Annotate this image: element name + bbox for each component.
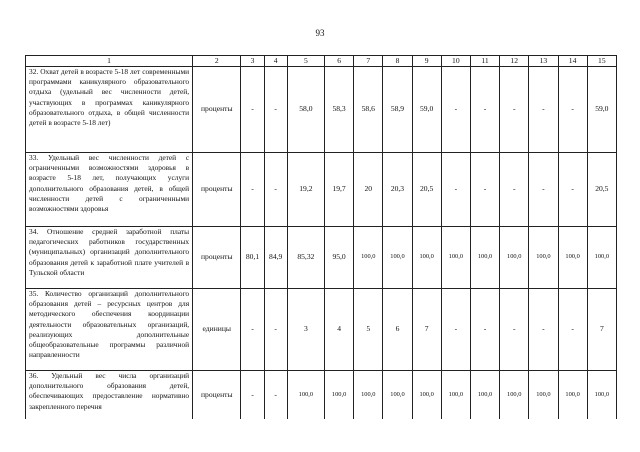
value-cell: - (470, 67, 499, 153)
unit-cell: проценты (193, 371, 241, 419)
value-cell: - (500, 153, 529, 227)
value-cell: 100,0 (325, 371, 354, 419)
value-cell: 6 (383, 289, 412, 371)
value-cell: 100,0 (529, 371, 558, 419)
table-row (26, 289, 617, 371)
column-header: 10 (441, 56, 470, 67)
value-cell: 58,0 (287, 67, 324, 153)
value-cell: - (500, 67, 529, 153)
value-cell: 100,0 (441, 227, 470, 289)
value-cell: 20,3 (383, 153, 412, 227)
column-header: 5 (287, 56, 324, 67)
value-cell: - (529, 153, 558, 227)
value-cell: - (264, 371, 287, 419)
value-cell: 100,0 (383, 227, 412, 289)
column-header: 3 (241, 56, 264, 67)
value-cell: 59,0 (412, 67, 441, 153)
column-header: 14 (558, 56, 587, 67)
indicator-description: 33. Удельный вес численности детей с ограниченными возможностями здоровья в возрасте 5-18 лет, получающих услуги дополнительного образования детей, в общей численности детей с ограниченными возможностями здоровья (26, 153, 193, 227)
unit-cell: проценты (193, 227, 241, 289)
value-cell: 58,3 (325, 67, 354, 153)
value-cell: 100,0 (412, 227, 441, 289)
value-cell: 100,0 (558, 227, 587, 289)
value-cell: 100,0 (287, 371, 324, 419)
unit-cell: проценты (193, 67, 241, 153)
value-cell: - (558, 153, 587, 227)
column-header: 1 (26, 56, 193, 67)
value-cell: - (470, 153, 499, 227)
header-row (26, 56, 617, 67)
table-row (26, 371, 617, 419)
column-header: 2 (193, 56, 241, 67)
table-row (26, 227, 617, 289)
table-row (26, 153, 617, 227)
value-cell: - (500, 289, 529, 371)
indicator-description: 36. Удельный вес числа организаций дополнительного образования детей, обеспечивающих предоставление нормативно закрепленного перечня (26, 371, 193, 419)
column-header: 13 (529, 56, 558, 67)
value-cell: 100,0 (470, 371, 499, 419)
value-cell: - (441, 289, 470, 371)
value-cell: 80,1 (241, 227, 264, 289)
value-cell: 3 (287, 289, 324, 371)
value-cell: 100,0 (441, 371, 470, 419)
value-cell: - (558, 67, 587, 153)
value-cell: 20,5 (587, 153, 616, 227)
value-cell: 100,0 (500, 227, 529, 289)
column-header: 4 (264, 56, 287, 67)
value-cell: - (241, 67, 264, 153)
value-cell: 100,0 (587, 371, 616, 419)
value-cell: - (241, 371, 264, 419)
value-cell: - (241, 289, 264, 371)
value-cell: 20,5 (412, 153, 441, 227)
value-cell: 100,0 (587, 227, 616, 289)
value-cell: 58,9 (383, 67, 412, 153)
value-cell: 100,0 (558, 371, 587, 419)
value-cell: - (529, 67, 558, 153)
value-cell: 20 (354, 153, 383, 227)
value-cell: - (558, 289, 587, 371)
value-cell: - (529, 289, 558, 371)
value-cell: 100,0 (529, 227, 558, 289)
column-header: 12 (500, 56, 529, 67)
value-cell: - (264, 289, 287, 371)
indicator-description: 35. Количество организаций дополнительного образования детей – ресурсных центров для методического обеспечения координации деятельности образовательных организаций, реализующих дополнительные общеобразовательные программы различной направленности (26, 289, 193, 371)
unit-cell: единицы (193, 289, 241, 371)
value-cell: 100,0 (354, 227, 383, 289)
column-header: 6 (325, 56, 354, 67)
indicators-table (25, 55, 617, 419)
value-cell: 58,6 (354, 67, 383, 153)
column-header: 8 (383, 56, 412, 67)
value-cell: - (441, 153, 470, 227)
column-header: 11 (470, 56, 499, 67)
value-cell: - (470, 289, 499, 371)
value-cell: 84,9 (264, 227, 287, 289)
value-cell: 100,0 (354, 371, 383, 419)
value-cell: - (264, 67, 287, 153)
value-cell: 100,0 (500, 371, 529, 419)
value-cell: 4 (325, 289, 354, 371)
value-cell: 100,0 (383, 371, 412, 419)
value-cell: 7 (412, 289, 441, 371)
value-cell: 19,2 (287, 153, 324, 227)
column-header: 15 (587, 56, 616, 67)
value-cell: 85,32 (287, 227, 324, 289)
column-header: 7 (354, 56, 383, 67)
table-row (26, 67, 617, 153)
value-cell: - (264, 153, 287, 227)
column-header: 9 (412, 56, 441, 67)
page-number: 93 (315, 28, 325, 38)
value-cell: 7 (587, 289, 616, 371)
value-cell: 100,0 (412, 371, 441, 419)
value-cell: - (441, 67, 470, 153)
value-cell: 100,0 (470, 227, 499, 289)
indicator-description: 32. Охват детей в возрасте 5-18 лет современными программами каникулярного образовательного отдыха (удельный вес численности детей, участвующих в программах каникулярного образовательного отдыха, в общей численности детей в возрасте 5-18 лет) (26, 67, 193, 153)
value-cell: 59,0 (587, 67, 616, 153)
indicator-description: 34. Отношение средней заработной платы педагогических работников государственных (муниципальных) организаций дополнительного образования детей к заработной плате учителей в Тульской области (26, 227, 193, 289)
value-cell: 5 (354, 289, 383, 371)
value-cell: 19,7 (325, 153, 354, 227)
unit-cell: проценты (193, 153, 241, 227)
value-cell: - (241, 153, 264, 227)
value-cell: 95,0 (325, 227, 354, 289)
